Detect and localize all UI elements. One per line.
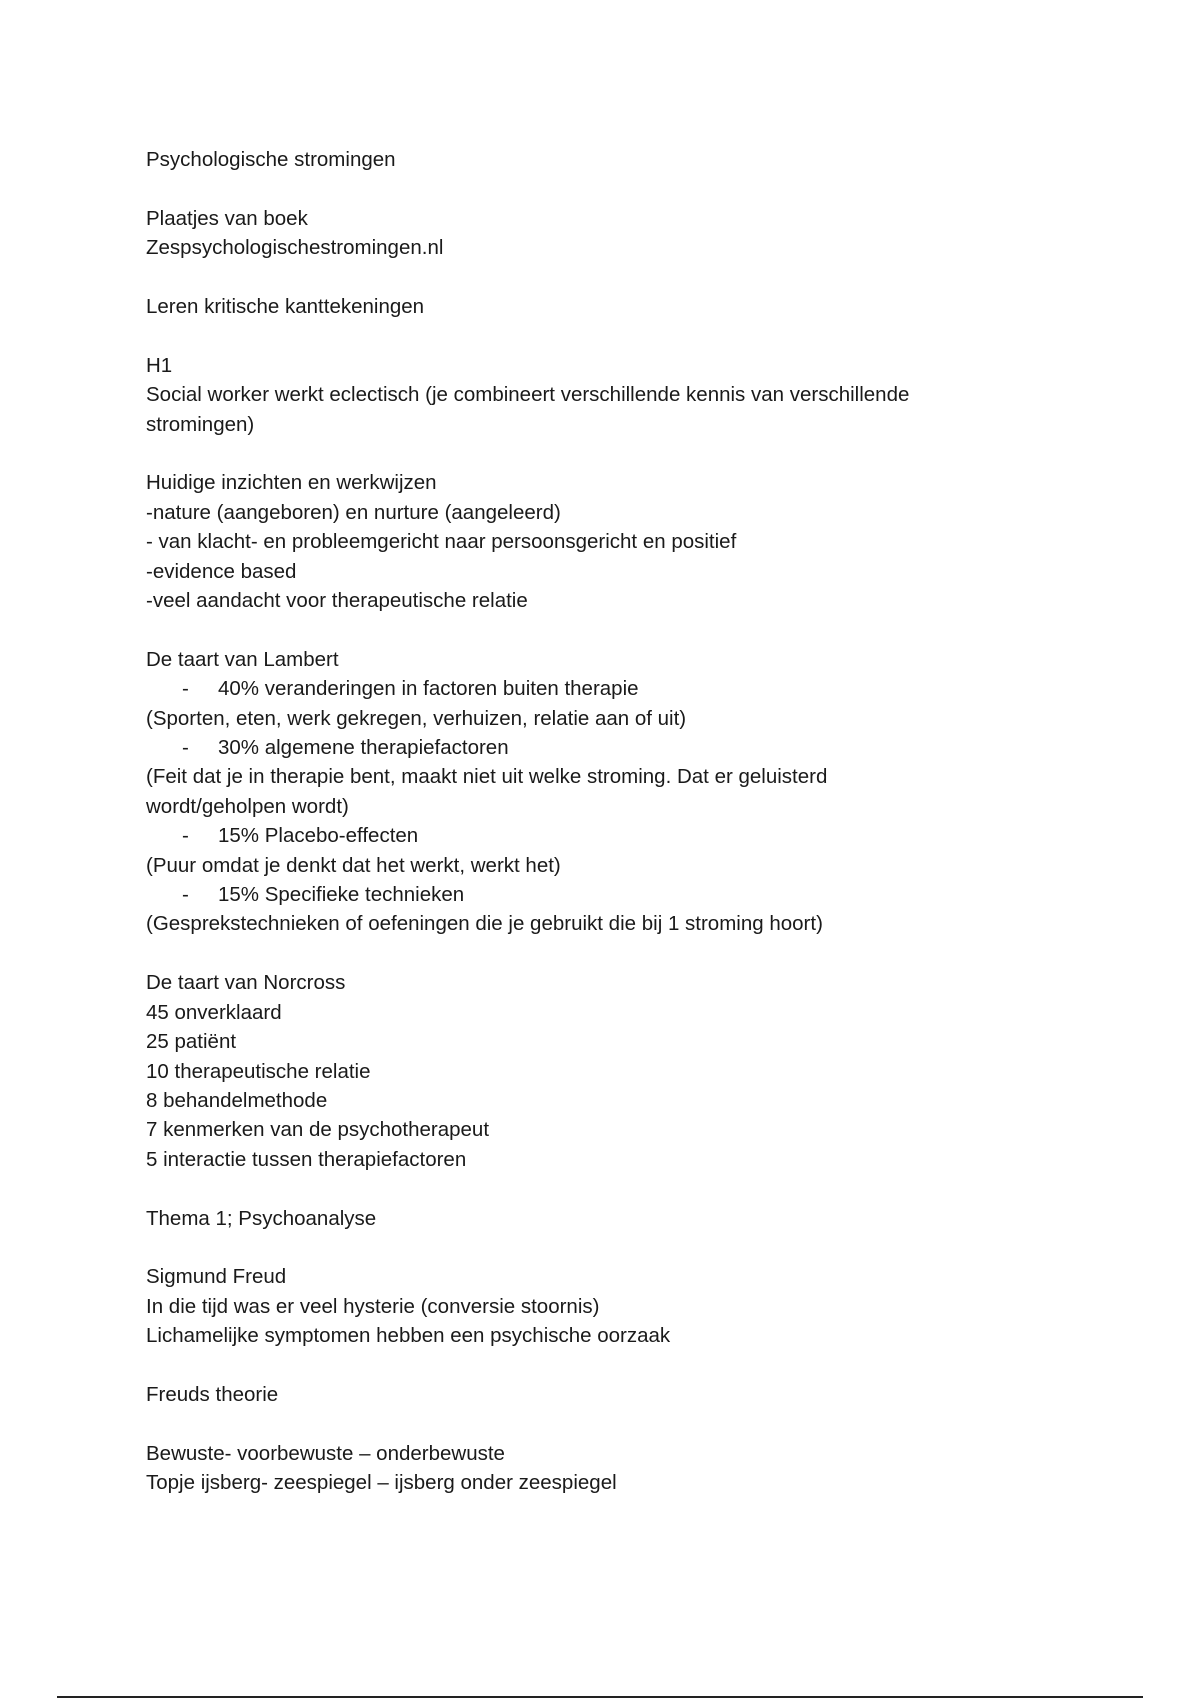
norcross-item: 10 therapeutische relatie [146, 1059, 371, 1083]
iceberg-line: Topje ijsberg- zeespiegel – ijsberg onder zeespiegel [146, 1471, 617, 1495]
insights-item: - van klacht- en probleemgericht naar persoonsgericht en positief [146, 530, 737, 554]
theme-heading: Thema 1; Psychoanalyse [146, 1206, 377, 1230]
spacer [146, 174, 1046, 203]
website-text: Zespsychologischestromingen.nl [146, 236, 444, 260]
spacer [146, 615, 1046, 644]
insights-heading: Huidige inzichten en werkwijzen [146, 471, 437, 495]
dash-marker: - [182, 883, 189, 907]
lambert-bullet [146, 821, 1046, 850]
study-note: Leren kritische kanttekeningen [146, 295, 425, 318]
dash-marker: - [182, 677, 189, 701]
lambert-note: (Sporten, eten, werk gekregen, verhuizen, relatie aan of uit) [146, 706, 687, 730]
spacer [146, 263, 1046, 292]
insights-item: -nature (aangeboren) en nurture (aangeleerd) [146, 500, 561, 524]
insights-item: -veel aandacht voor therapeutische relatie [146, 589, 528, 613]
freud-theory-heading: Freuds theorie [146, 1382, 279, 1406]
insights-item: -evidence based [146, 559, 297, 583]
spacer [146, 1174, 1046, 1203]
norcross-item: 25 patiënt [146, 1030, 237, 1054]
page-bottom-rule [57, 1696, 1143, 1698]
lambert-bullet-text: 15% Placebo-effecten [218, 824, 419, 848]
document-title: Psychologische stromingen [146, 148, 396, 171]
document-page [146, 145, 1046, 1498]
lambert-bullet [146, 674, 1046, 703]
freud-line: In die tijd was er veel hysterie (conversie stoornis) [146, 1294, 600, 1318]
lambert-bullet-text: 30% algemene therapiefactoren [218, 736, 509, 760]
freud-line: Lichamelijke symptomen hebben een psychische oorzaak [146, 1324, 671, 1348]
dash-marker: - [182, 824, 189, 848]
lambert-note: (Gesprekstechnieken of oefeningen die je gebruikt die bij 1 stroming hoort) [146, 912, 823, 936]
spacer [146, 939, 1046, 968]
lambert-bullet-text: 40% veranderingen in factoren buiten therapie [218, 677, 639, 701]
norcross-item: 45 onverklaard [146, 1000, 282, 1024]
spacer [146, 439, 1046, 468]
dash-marker: - [182, 736, 189, 760]
chapter-heading: H1 [146, 353, 173, 377]
lambert-bullet-text: 15% Specifieke technieken [218, 883, 465, 907]
norcross-item: 5 interactie tussen therapiefactoren [146, 1147, 467, 1171]
consciousness-levels: Bewuste- voorbewuste – onderbewuste [146, 1441, 505, 1465]
lambert-note: (Feit dat je in therapie bent, maakt niet uit welke stroming. Dat er geluisterd wordt/geholpen wordt) [146, 765, 828, 818]
spacer [146, 1409, 1046, 1438]
freud-name: Sigmund Freud [146, 1265, 287, 1289]
lambert-bullet [146, 733, 1046, 762]
norcross-item: 7 kenmerken van de psychotherapeut [146, 1118, 490, 1142]
lambert-heading: De taart van Lambert [146, 647, 339, 671]
spacer [146, 1233, 1046, 1262]
spacer [146, 1351, 1046, 1380]
lambert-note: (Puur omdat je denkt dat het werkt, werkt het) [146, 853, 561, 877]
norcross-heading: De taart van Norcross [146, 971, 346, 995]
images-note: Plaatjes van boek [146, 206, 308, 230]
eclectic-text: Social worker werkt eclectisch (je combineert verschillende kennis van verschillende stromingen) [146, 383, 910, 436]
spacer [146, 321, 1046, 350]
lambert-bullet [146, 880, 1046, 909]
norcross-item: 8 behandelmethode [146, 1088, 328, 1112]
